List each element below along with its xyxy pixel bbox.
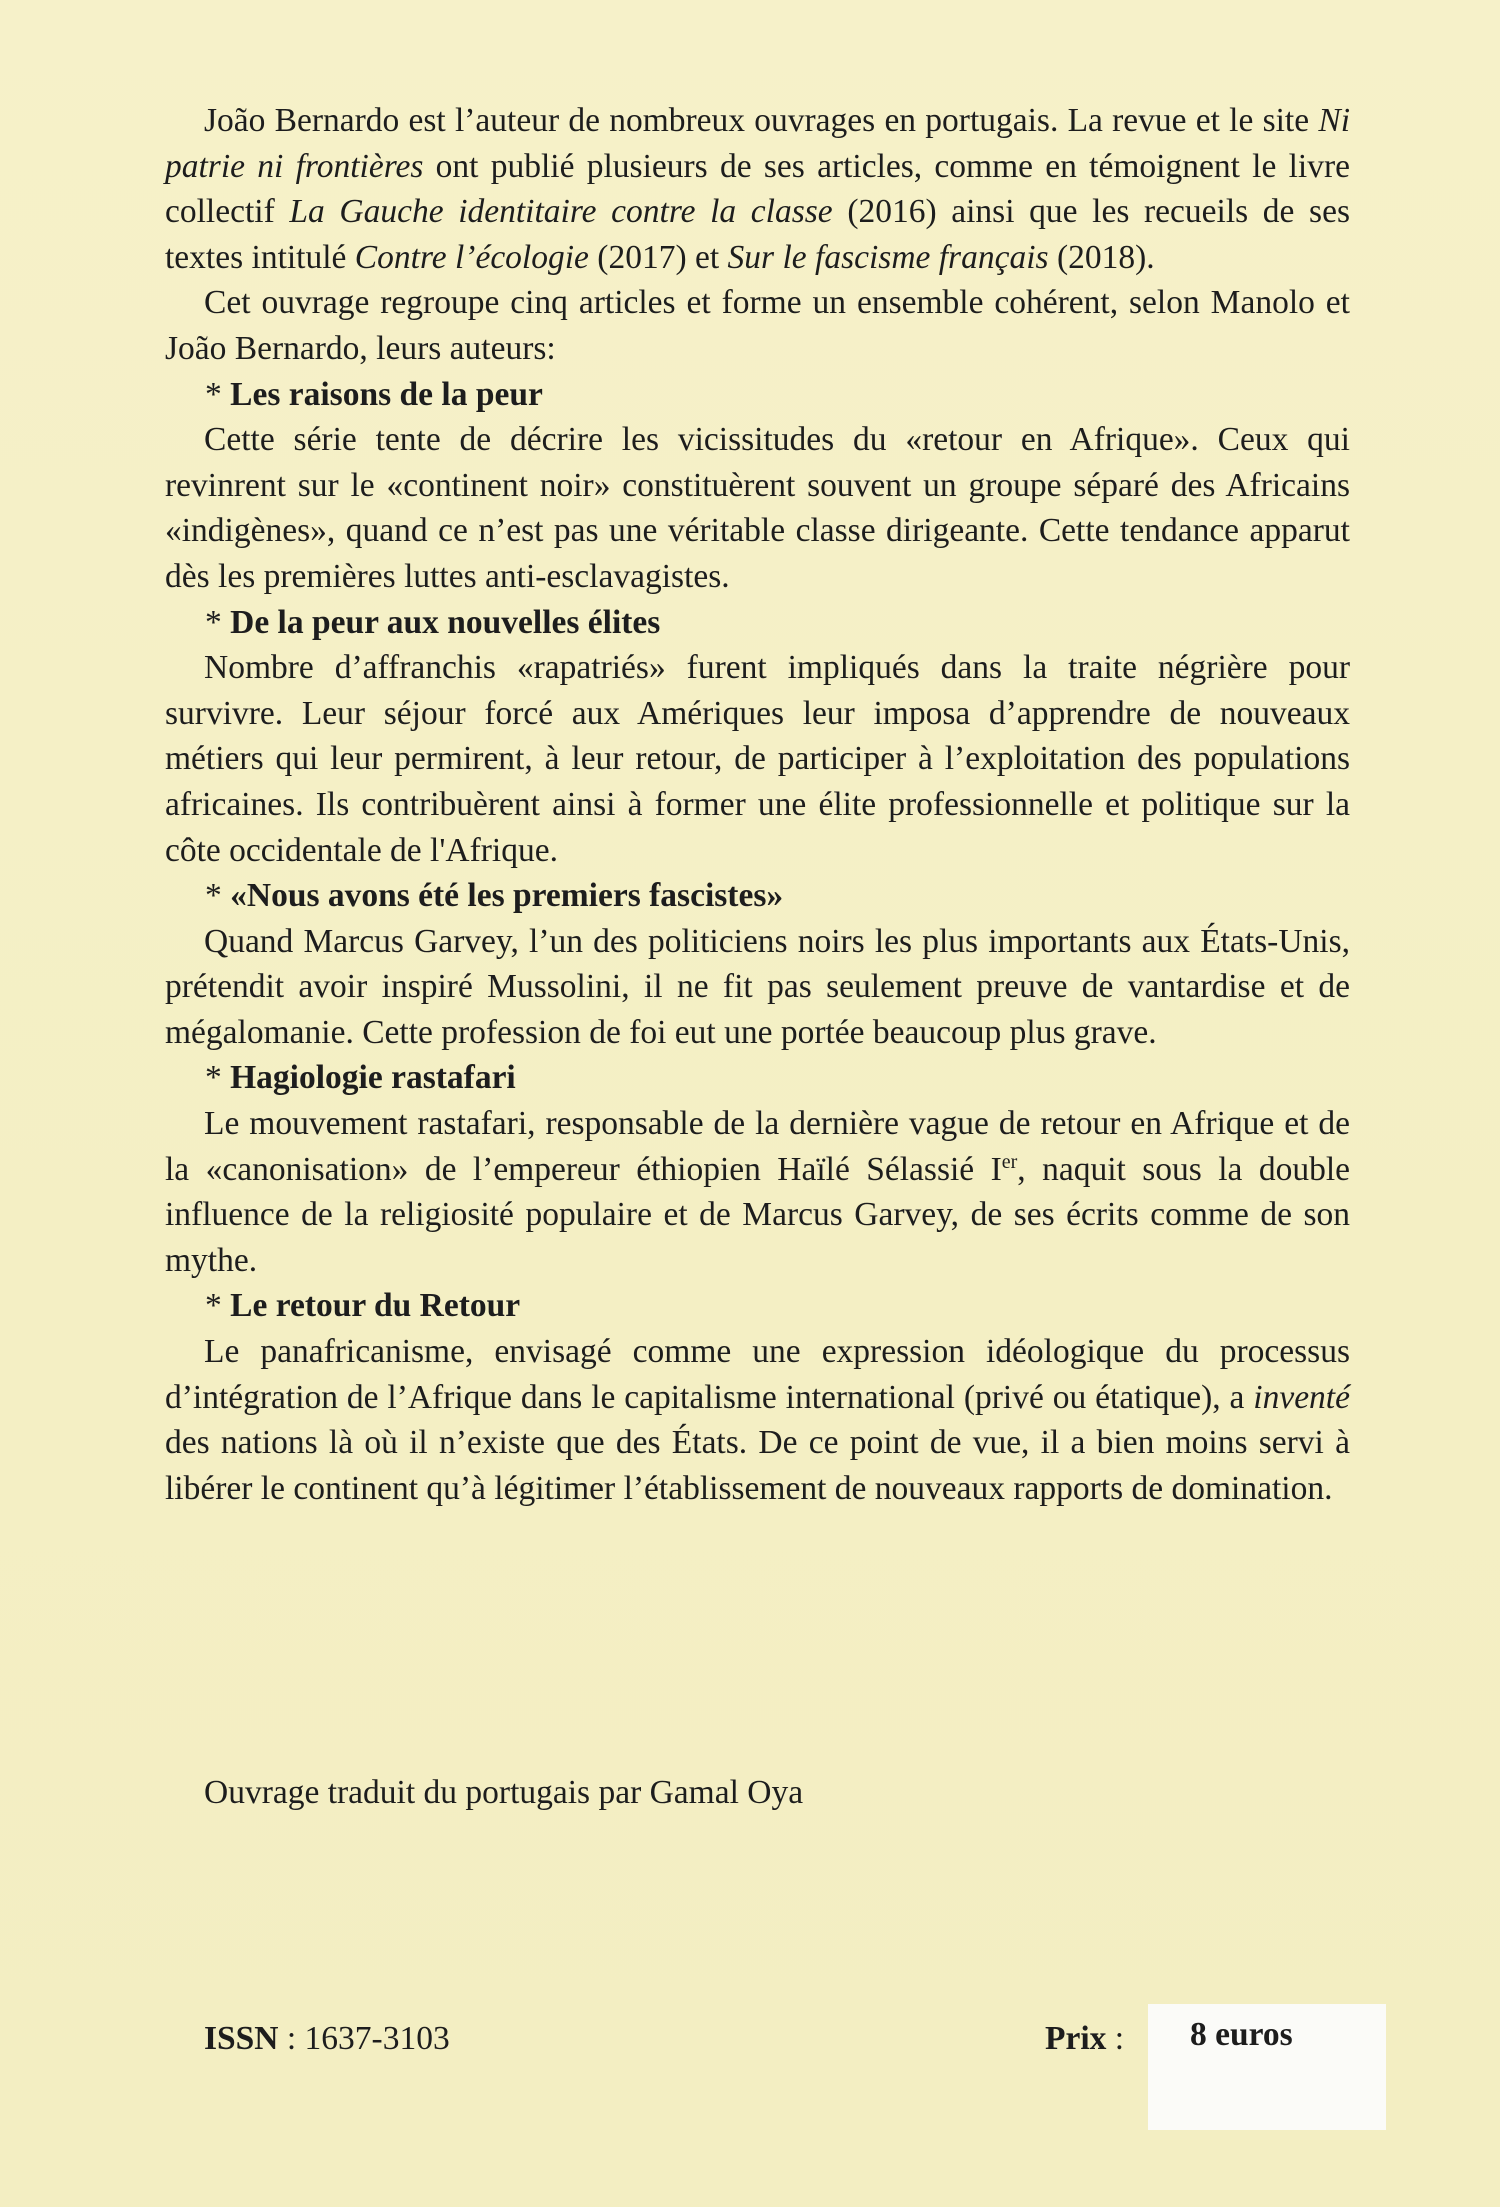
title-gauche-identitaire: La Gauche identitaire contre la classe (289, 193, 833, 231)
section-text-1: Cette série tente de décrire les vicissitudes du «retour en Afrique». Ceux qui revinrent sur le «continent noir» constituèrent souvent un groupe séparé des Africains «indigènes», quand ce n’est pas une véritable classe dirigeante. Cette tendance apparut dès les premières luttes anti-esclavagistes. (165, 421, 1350, 595)
intro-paragraph-2: Cet ouvrage regroupe cinq articles et forme un ensemble cohérent, selon Manolo et João Bernardo, leurs auteurs: (165, 284, 1350, 367)
translator-credit: Ouvrage traduit du portugais par Gamal Oya (204, 1774, 804, 1811)
section-heading-1: * Les raisons de la peur (205, 375, 543, 413)
title-fascisme-francais: Sur le fascisme français (727, 238, 1049, 276)
section-text-2: Nombre d’affranchis «rapatriés» furent impliqués dans la traite négrière pour survivre. Leur séjour forcé aux Amériques leur imposa d’apprendre de nouveaux métiers qui leur permirent, à leur retour, de participer à l’exploitation des populations africaines. Ils contribuèrent ainsi à former une élite professionnelle et politique sur la côte occidentale de l'Afrique. (165, 649, 1350, 869)
title-contre-ecologie: Contre l’écologie (354, 238, 589, 276)
section-text-4: Le mouvement rastafari, responsable de la dernière vague de retour en Afrique et de la «canonisation» de l’empereur éthiopien Haïlé Sélassié Ier, naquit sous la double influence de la religiosité populaire et de Marcus Garvey, de ses écrits comme de son mythe. (165, 1105, 1350, 1279)
section-text-5: Le panafricanisme, envisagé comme une expression idéologique du processus d’intégration de l’Afrique dans le capitalisme international (privé ou étatique), a inventé des nations là où il n’existe que des États. De ce point de vue, il a bien moins servi à libérer le continent qu’à légitimer l’établissement de nouveaux rapports de domination. (165, 1333, 1350, 1507)
price-label: Prix : (1045, 2020, 1125, 2057)
title-ni-patrie: Ni patrie ni frontières (165, 102, 1350, 185)
section-text-3: Quand Marcus Garvey, l’un des politiciens noirs les plus importants aux États-Unis, prétendit avoir inspiré Mussolini, il ne fit pas seulement preuve de vantardise et de mégalomanie. Cette profession de foi eut une portée beaucoup plus grave. (165, 922, 1350, 1051)
section-heading-2: * De la peur aux nouvelles élites (205, 603, 661, 641)
section-heading-3: * «Nous avons été les premiers fascistes» (205, 877, 784, 915)
price-value: 8 euros (1190, 2016, 1293, 2053)
intro-paragraph-1: João Bernardo est l’auteur de nombreux ouvrages en portugais. La revue et le site Ni patrie ni frontières ont publié plusieurs de ses articles, comme en témoignent le livre collectif La Gauche identitaire contre la classe (2016) ainsi que les recueils de ses textes intitulé Contre l’écologie (2017) et Sur le fascisme français (2018). (165, 102, 1350, 276)
main-text (165, 98, 1350, 1511)
section-heading-5: * Le retour du Retour (205, 1287, 521, 1325)
section-heading-4: * Hagiologie rastafari (205, 1059, 516, 1097)
issn-line: ISSN : 1637-3103 (204, 2020, 450, 2057)
